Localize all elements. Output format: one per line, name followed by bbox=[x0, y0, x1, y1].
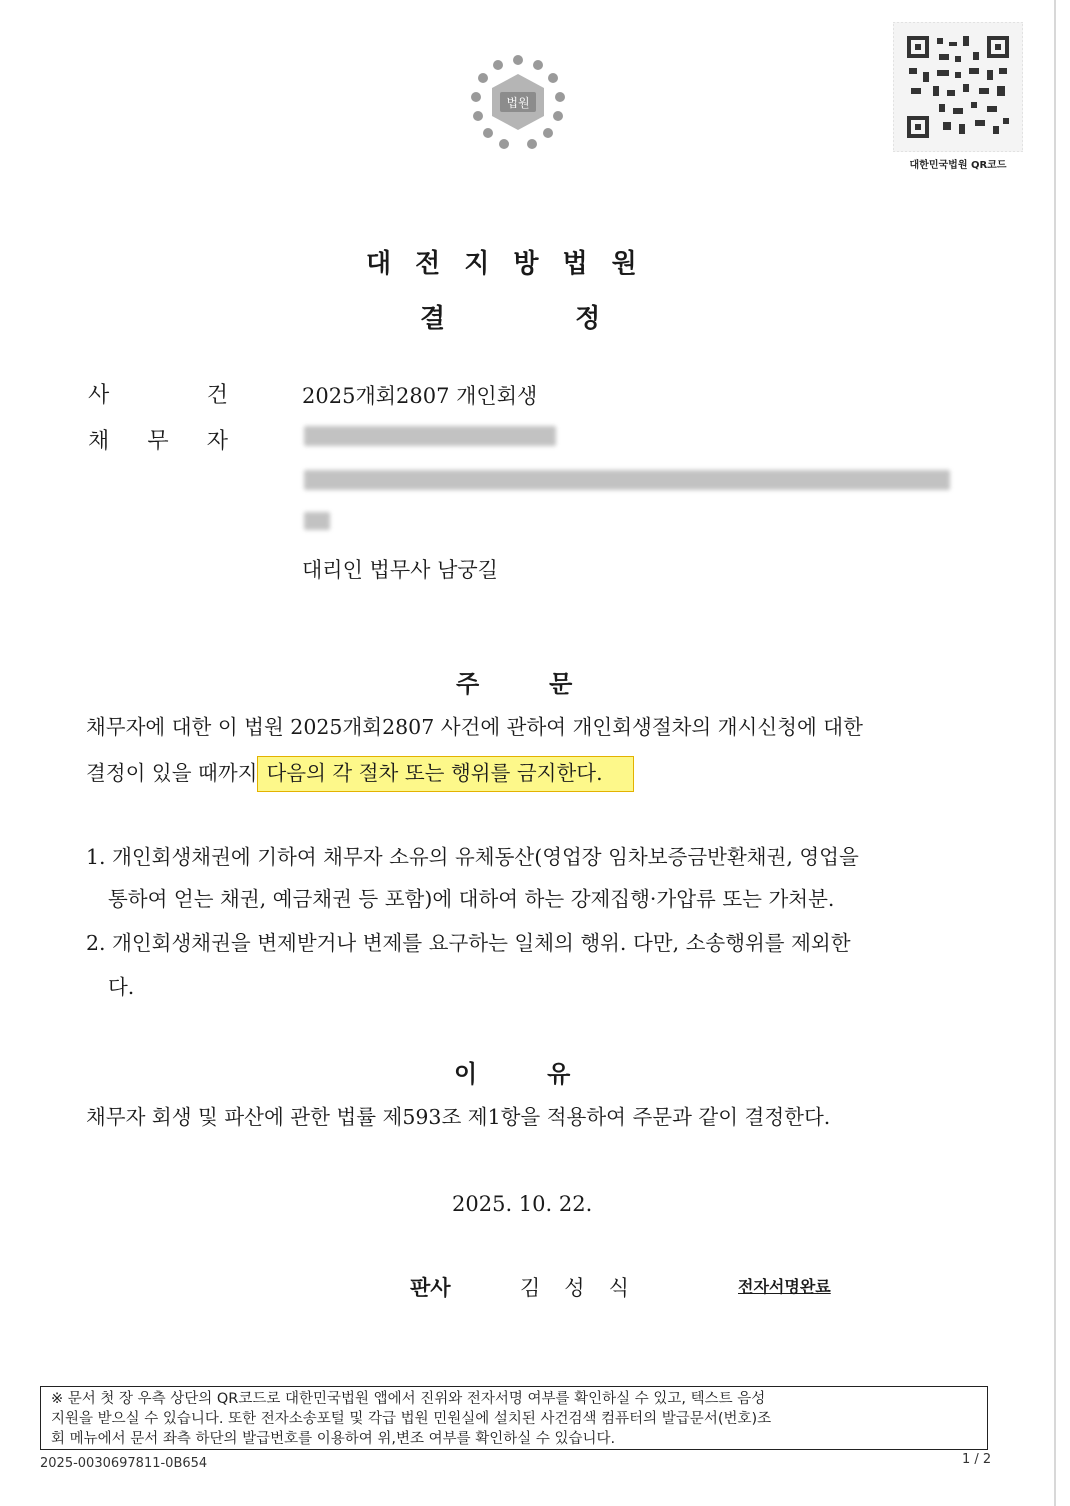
page-number: 1 / 2 bbox=[962, 1452, 992, 1467]
debtor-label-char: 자 bbox=[206, 429, 228, 454]
debtor-label bbox=[88, 424, 228, 455]
qr-code-icon[interactable] bbox=[893, 22, 1023, 152]
agent: 대리인 법무사 남궁길 bbox=[302, 558, 498, 582]
court-name: 대전지방법원 bbox=[366, 249, 661, 279]
verification-notice bbox=[40, 1386, 988, 1450]
order-heading: 주문 bbox=[456, 670, 643, 698]
redacted-debtor-address-cont bbox=[304, 512, 330, 530]
redacted-debtor-address bbox=[304, 470, 950, 490]
emblem-text: 법원 bbox=[506, 96, 530, 110]
reason-heading: 이유 bbox=[454, 1060, 641, 1088]
case-label-char: 건 bbox=[206, 383, 228, 408]
order-item-1-line2: 통하여 얻는 채권, 예금채권 등 포함)에 대하여 하는 강제집행·가압류 또는 가처분. bbox=[108, 887, 835, 911]
esign-status: 전자서명완료 bbox=[738, 1277, 831, 1296]
qr-caption: 대한민국법원 QR코드 bbox=[909, 160, 1007, 171]
order-intro-line1: 채무자에 대한 이 법원 2025개회2807 사건에 관하여 개인회생절차의 개시신청에 대한 bbox=[86, 715, 863, 739]
reason-text: 채무자 회생 및 파산에 관한 법률 제593조 제1항을 적용하여 주문과 같이 결정한다. bbox=[86, 1105, 831, 1129]
decision-date: 2025. 10. 22. bbox=[452, 1192, 593, 1216]
order-item-2-line1: 2. 개인회생채권을 변제받거나 변제를 요구하는 일체의 행위. 다만, 소송행위를 제외한 bbox=[86, 931, 851, 955]
case-number: 2025개회2807 개인회생 bbox=[302, 384, 538, 408]
notice-line: ※ 문서 첫 장 우측 상단의 QR코드로 대한민국법원 앱에서 진위와 전자서명 여부를 확인하실 수 있고, 텍스트 음성 bbox=[51, 1391, 766, 1407]
document-type: 결정 bbox=[420, 304, 731, 334]
page-edge bbox=[1054, 0, 1056, 1506]
notice-line: 지원을 받으실 수 있습니다. 또한 전자소송포털 및 각급 법원 민원실에 설치된 사건검색 컴퓨터의 발급문서(번호)조 bbox=[51, 1411, 772, 1427]
redacted-debtor-name bbox=[304, 426, 556, 446]
court-emblem-icon bbox=[466, 50, 570, 154]
case-label-char: 사 bbox=[88, 383, 110, 408]
case-label bbox=[88, 378, 228, 409]
order-intro-prefix: 결정이 있을 때까지 bbox=[86, 761, 258, 785]
order-intro-line2 bbox=[86, 756, 634, 786]
highlighted-prohibition: 다음의 각 절차 또는 행위를 금지한다. bbox=[257, 756, 633, 792]
issue-number: 2025-0030697811-0B654 bbox=[40, 1456, 208, 1471]
debtor-label-char: 채 bbox=[88, 429, 110, 454]
order-item-1-line1: 1. 개인회생채권에 기하여 채무자 소유의 유체동산(영업장 임차보증금반환채권, 영업을 bbox=[86, 845, 859, 869]
debtor-label-char: 무 bbox=[147, 429, 169, 454]
notice-line: 회 메뉴에서 문서 좌측 하단의 발급번호를 이용하여 위,변조 여부를 확인하실 수 있습니다. bbox=[51, 1431, 616, 1447]
judge-title: 판사 bbox=[410, 1275, 451, 1300]
order-item-2-line2: 다. bbox=[108, 975, 135, 999]
judge-name: 김성식 bbox=[520, 1276, 653, 1300]
